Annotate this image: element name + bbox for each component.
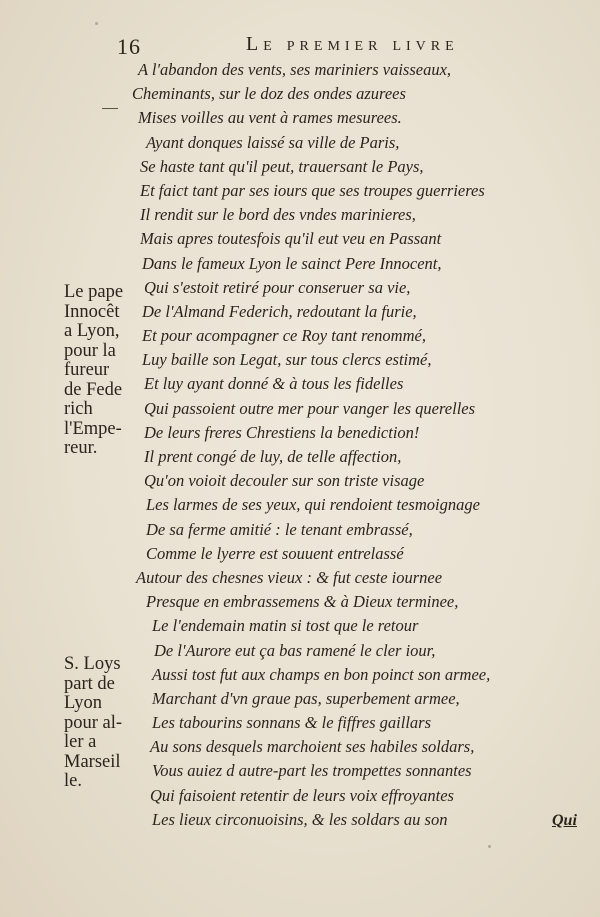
margin-note-line: a Lyon, [64,321,120,341]
margin-note-line: l'Empe- [64,418,122,439]
verse-line: Au sons desquels marchoient ses habiles soldars, [150,737,475,757]
verse-line: De leurs freres Chrestiens la benediction! [144,422,420,442]
verse-line: De l'Aurore eut ça bas ramené le cler iour, [154,640,436,660]
verse-line: Et luy ayant donné & à tous les fidelles [144,374,404,394]
verse-line: Les lieux circonuoisins, & les soldars au son [152,809,448,829]
paper-speck [488,845,491,848]
margin-note-line: Innocêt [64,301,120,322]
verse-column [132,58,592,832]
margin-note-line: Le pape [64,282,124,302]
verse-line: Cheminants, sur le doz des ondes azurees [132,84,406,104]
margin-note-line: le. [64,771,82,791]
margin-note-line: part de [64,673,115,694]
verse-line: Marchant d'vn graue pas, superbement armee, [152,688,460,708]
verse-line: Dans le fameux Lyon le sainct Pere Innocent, [142,253,442,273]
running-title: Le premier livre [246,33,459,55]
verse-line: Qui faisoient retentir de leurs voix effroyantes [150,785,454,805]
margin-note-line: rich [64,399,93,419]
verse-line: Se haste tant qu'il peut, trauersant le Pays, [140,156,424,176]
margin-note-pope [64,283,144,459]
margin-note-line: Lyon [64,693,103,713]
margin-note-line: pour la [64,340,116,361]
verse-line: Les tabourins sonnans & le fiffres gaillars [152,713,432,733]
page-number: 16 [117,34,141,59]
verse-line: Et faict tant par ses iours que ses troupes guerrieres [140,180,485,200]
verse-line: Vous auiez d autre-part les trompettes sonnantes [152,761,472,781]
verse-line: Qui passoient outre mer pour vanger les querelles [144,398,476,418]
margin-note-saint-louis [64,655,144,792]
verse-line: Le l'endemain matin si tost que le retour [152,616,419,636]
verse-line: Il prent congé de luy, de telle affection, [144,447,402,466]
verse-line: Il rendit sur le bord des vndes marinieres, [140,205,416,225]
margin-note-line: ler a [64,732,97,752]
verse-line: Presque en embrassemens & à Dieux terminee, [146,592,459,612]
verse-line: De sa ferme amitié : le tenant embrassé, [146,519,413,539]
margin-note-line: reur. [64,438,98,458]
verse-line: Autour des chesnes vieux : & fut ceste iournee [136,567,443,587]
verse-line: Comme le lyerre est souuent entrelassé [146,543,404,563]
verse-line: Les larmes de ses yeux, qui rendoient tesmoignage [146,495,480,515]
verse-line: Ayant donques laissé sa ville de Paris, [146,132,400,152]
verse-line: Et pour acompagner ce Roy tant renommé, [142,326,426,346]
verse-line: Mises voilles au vent à rames mesurees. [138,108,402,128]
margin-note-line: Marseil [64,751,121,772]
margin-note-line: de Fede [64,379,123,400]
verse-line: Aussi tost fut aux champs en bon poinct son armee, [152,664,491,684]
catchword: Qui [552,812,577,829]
margin-note-line: pour al- [64,712,123,733]
paper-speck [95,22,98,25]
margin-note-line: S. Loys [64,654,121,674]
verse-line: De l'Almand Federich, redoutant la furie, [142,301,417,321]
verse-line: Qui s'estoit retiré pour conseruer sa vie, [144,277,411,297]
verse-line: Qu'on voioit decouler sur son triste visage [144,471,425,491]
margin-dash-mark [102,108,118,109]
verse-line: A l'abandon des vents, ses mariniers vaisseaux, [138,60,452,79]
verse-line: Luy baille son Legat, sur tous clercs estimé, [142,350,432,370]
margin-note-line: fureur [64,360,110,380]
verse-line: Mais apres toutesfois qu'il eut veu en Passant [140,229,442,249]
